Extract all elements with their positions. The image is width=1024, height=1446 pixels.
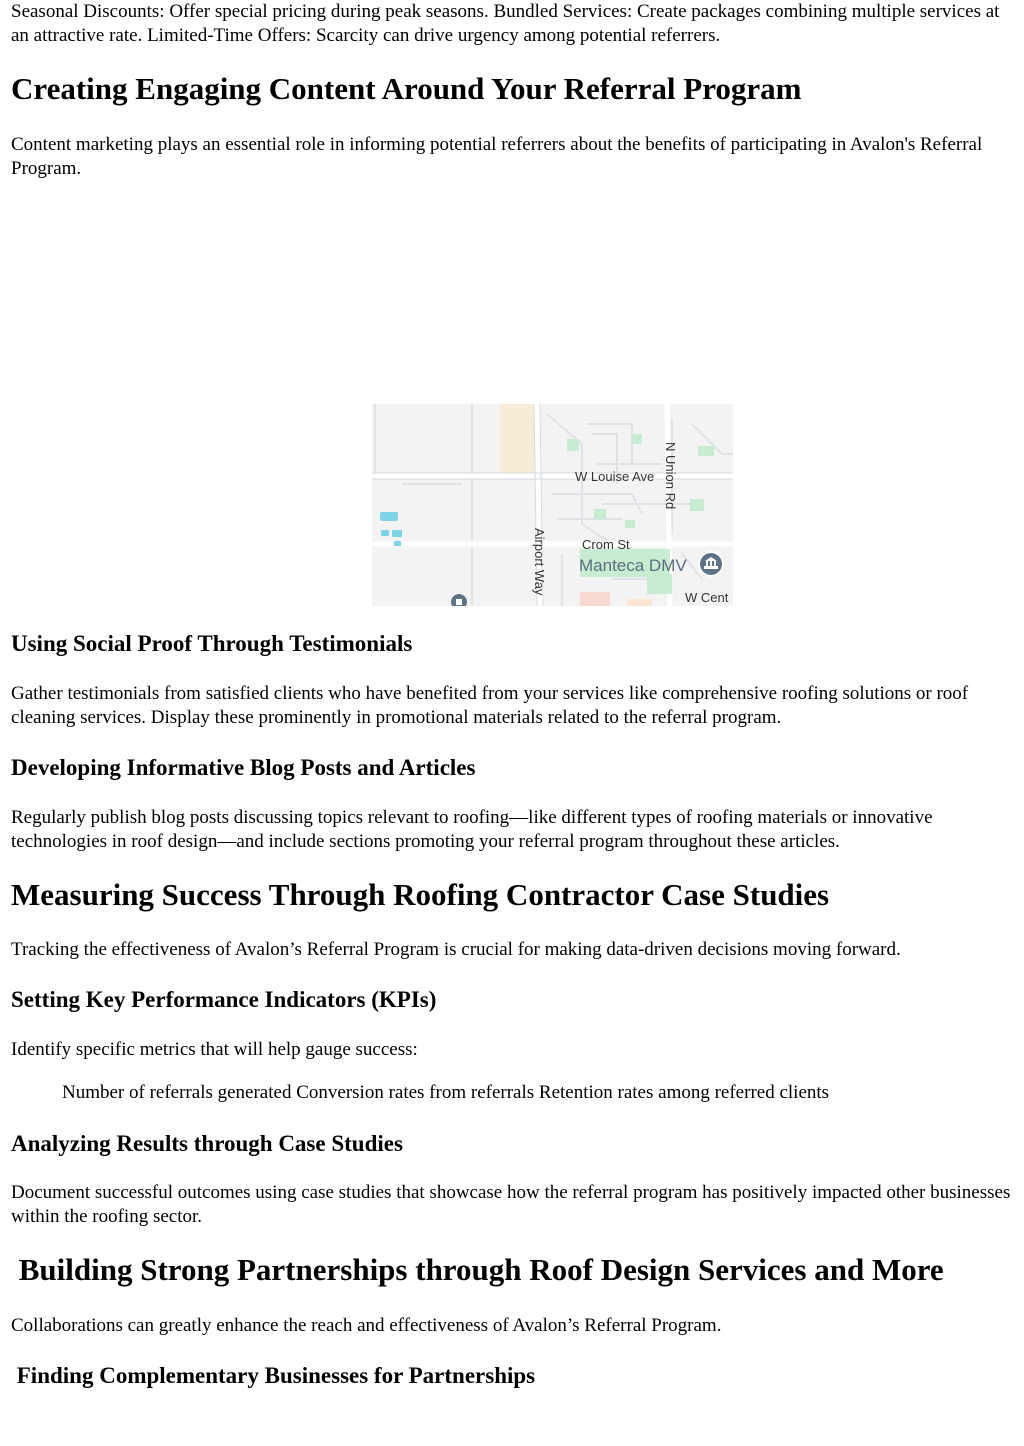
heading-measuring-success: Measuring Success Through Roofing Contractor Case Studies [11,877,830,912]
case-studies-paragraph: Document successful outcomes using case studies that showcase how the referral program has positively impacted other businesses within the roofing sector. [11,1182,1011,1227]
heading-blog-posts: Developing Informative Blog Posts and Articles [11,755,476,780]
map-label-crom: Crom St [582,537,630,552]
map-label-louise: W Louise Ave [575,469,655,484]
metrics-list: Number of referrals generated Conversion rates from referrals Retention rates among referred clients [62,1082,830,1103]
heading-kpis: Setting Key Performance Indicators (KPIs) [11,987,437,1012]
metrics-intro-paragraph: Identify specific metrics that will help gauge success: [11,1039,418,1060]
heading-partnerships: Building Strong Partnerships through Roof Design Services and More [11,1252,944,1287]
heading-finding-businesses: Finding Complementary Businesses for Partnerships [11,1363,536,1388]
heading-analyzing: Analyzing Results through Case Studies [11,1131,403,1156]
collaborations-paragraph: Collaborations can greatly enhance the reach and effectiveness of Avalon’s Referral Program. [11,1315,722,1336]
map-label-union: N Union Rd [663,442,678,510]
map-label-center: W Cent [685,590,729,605]
intro-paragraph: Seasonal Discounts: Offer special pricing during peak seasons. Bundled Services: Create packages combining multiple services at an attractive rate. Limited-Time Offers: Scarcity can drive urgency among potential referrers. [11,1,1000,46]
blog-paragraph: Regularly publish blog posts discussing topics relevant to roofing—like different types of roofing materials or innovative technologies in roof design—and include sections promoting your referral program throughout these articles. [11,807,933,852]
map-image[interactable] [372,404,733,606]
heading-engaging-content: Creating Engaging Content Around Your Referral Program [11,71,802,106]
map-label-dmv: Manteca DMV [579,556,687,575]
tracking-paragraph: Tracking the effectiveness of Avalon’s Referral Program is crucial for making data-driven decisions moving forward. [11,939,901,960]
map-label-airport: Airport Way [532,528,547,596]
testimonials-paragraph: Gather testimonials from satisfied clients who have benefited from your services like comprehensive roofing solutions or roof cleaning services. Display these prominently in promotional materials related to the referral program. [11,683,969,728]
content-marketing-paragraph: Content marketing plays an essential role in informing potential referrers about the benefits of participating in Avalon's Referral Program. [11,134,983,179]
heading-social-proof: Using Social Proof Through Testimonials [11,631,413,656]
dmv-pin-icon[interactable] [698,551,724,577]
